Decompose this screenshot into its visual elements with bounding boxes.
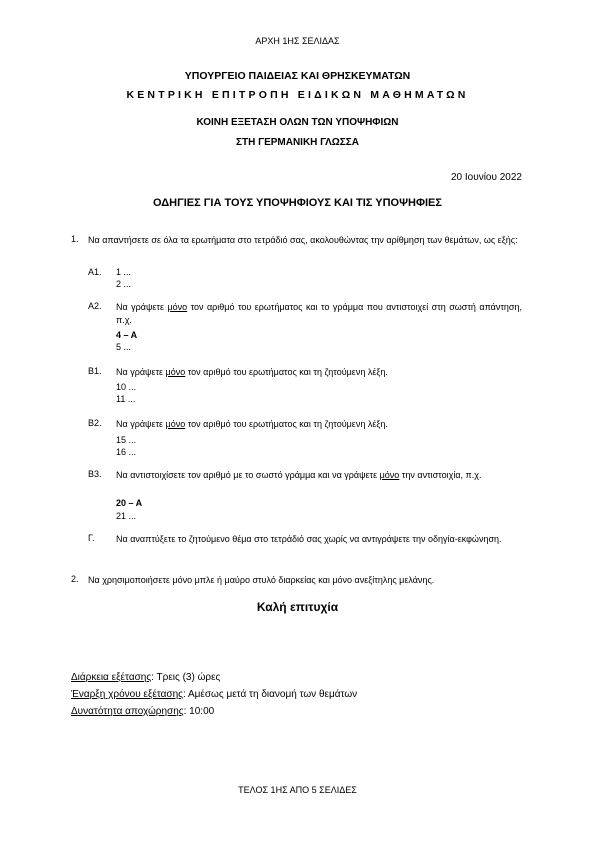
a2-line-2: 5 ...	[116, 342, 132, 352]
a2-text: Να γράψετε μόνο τον αριθμό του ερωτήματος και το γράμμα που αντιστοιχεί στη σωστή απάντηση, π.χ.	[116, 302, 522, 325]
b1-text: Να γράψετε μόνο τον αριθμό του ερωτήματος και τη ζητούμενη λέξη.	[116, 367, 388, 377]
b1-line-2: 11 ...	[116, 394, 136, 404]
exam-title: ΚΟΙΝΗ ΕΞΕΤΑΣΗ ΟΛΩΝ ΤΩΝ ΥΠΟΨΗΦΙΩΝ	[196, 117, 399, 128]
good-luck: Καλή επιτυχία	[256, 600, 339, 614]
duration-line: Διάρκεια εξέτασης: Τρεις (3) ώρες	[71, 672, 221, 683]
a1-line-1: 1 ...	[116, 267, 132, 277]
section-a2-label: Α2.	[88, 301, 102, 311]
g-text: Να αναπτύξετε το ζητούμενο θέμα στο τετράδιό σας χωρίς να αντιγράψετε την οδηγία-εκφώνηση.	[116, 534, 502, 544]
a1-line-2: 2 ...	[116, 279, 132, 289]
item-2-number: 2.	[71, 574, 79, 584]
section-b2-label: Β2.	[88, 418, 102, 428]
page-footer: ΤΕΛΟΣ 1ΗΣ ΑΠΟ 5 ΣΕΛΙΔΕΣ	[238, 785, 357, 795]
leave-line: Δυνατότητα αποχώρησης: 10:00	[71, 706, 215, 717]
section-b1-label: Β1.	[88, 366, 102, 376]
start-line: Έναρξη χρόνου εξέτασης: Αμέσως μετά τη διανομή των θεμάτων	[71, 689, 358, 700]
a2-line-1: 4 – Α	[116, 330, 138, 340]
section-a1-label: Α1.	[88, 267, 102, 277]
b3-line-2: 21 ...	[116, 511, 137, 521]
committee-title: ΚΕΝΤΡΙΚΗ ΕΠΙΤΡΟΠΗ ΕΙΔΙΚΩΝ ΜΑΘΗΜΑΤΩΝ	[126, 89, 469, 101]
b3-line-1: 20 – Α	[116, 498, 143, 508]
b2-line-1: 15 ...	[116, 435, 137, 445]
section-b3-label: Β3.	[88, 469, 102, 479]
page-header: ΑΡΧΗ 1ΗΣ ΣΕΛΙΔΑΣ	[255, 36, 340, 46]
b2-line-2: 16 ...	[116, 447, 137, 457]
instructions-title: ΟΔΗΓΙΕΣ ΓΙΑ ΤΟΥΣ ΥΠΟΨΗΦΙΟΥΣ ΚΑΙ ΤΙΣ ΥΠΟΨΗΦΙΕΣ	[153, 197, 442, 209]
b2-text: Να γράψετε μόνο τον αριθμό του ερωτήματος και τη ζητούμενη λέξη.	[116, 419, 388, 429]
item-2-text: Να χρησιμοποιήσετε μόνο μπλε ή μαύρο στυλό διαρκείας και μόνο ανεξίτηλης μελάνης.	[88, 575, 435, 585]
exam-date: 20 Ιουνίου 2022	[451, 172, 522, 183]
language-title: ΣΤΗ ΓΕΡΜΑΝΙΚΗ ΓΛΩΣΣΑ	[235, 137, 360, 148]
item-1-text: Να απαντήσετε σε όλα τα ερωτήματα στο τετράδιό σας, ακολουθώντας την αρίθμηση των θεμάτων, ως εξής:	[88, 235, 518, 245]
section-g-label: Γ.	[88, 533, 95, 543]
b3-text: Να αντιστοιχίσετε τον αριθμό με το σωστό γράμμα και να γράψετε μόνο την αντιστοιχία, π.χ.	[116, 470, 482, 480]
b1-line-1: 10 ...	[116, 382, 137, 392]
ministry-title: ΥΠΟΥΡΓΕΙΟ ΠΑΙΔΕΙΑΣ ΚΑΙ ΘΡΗΣΚΕΥΜΑΤΩΝ	[184, 70, 411, 82]
item-1-number: 1.	[71, 234, 79, 244]
